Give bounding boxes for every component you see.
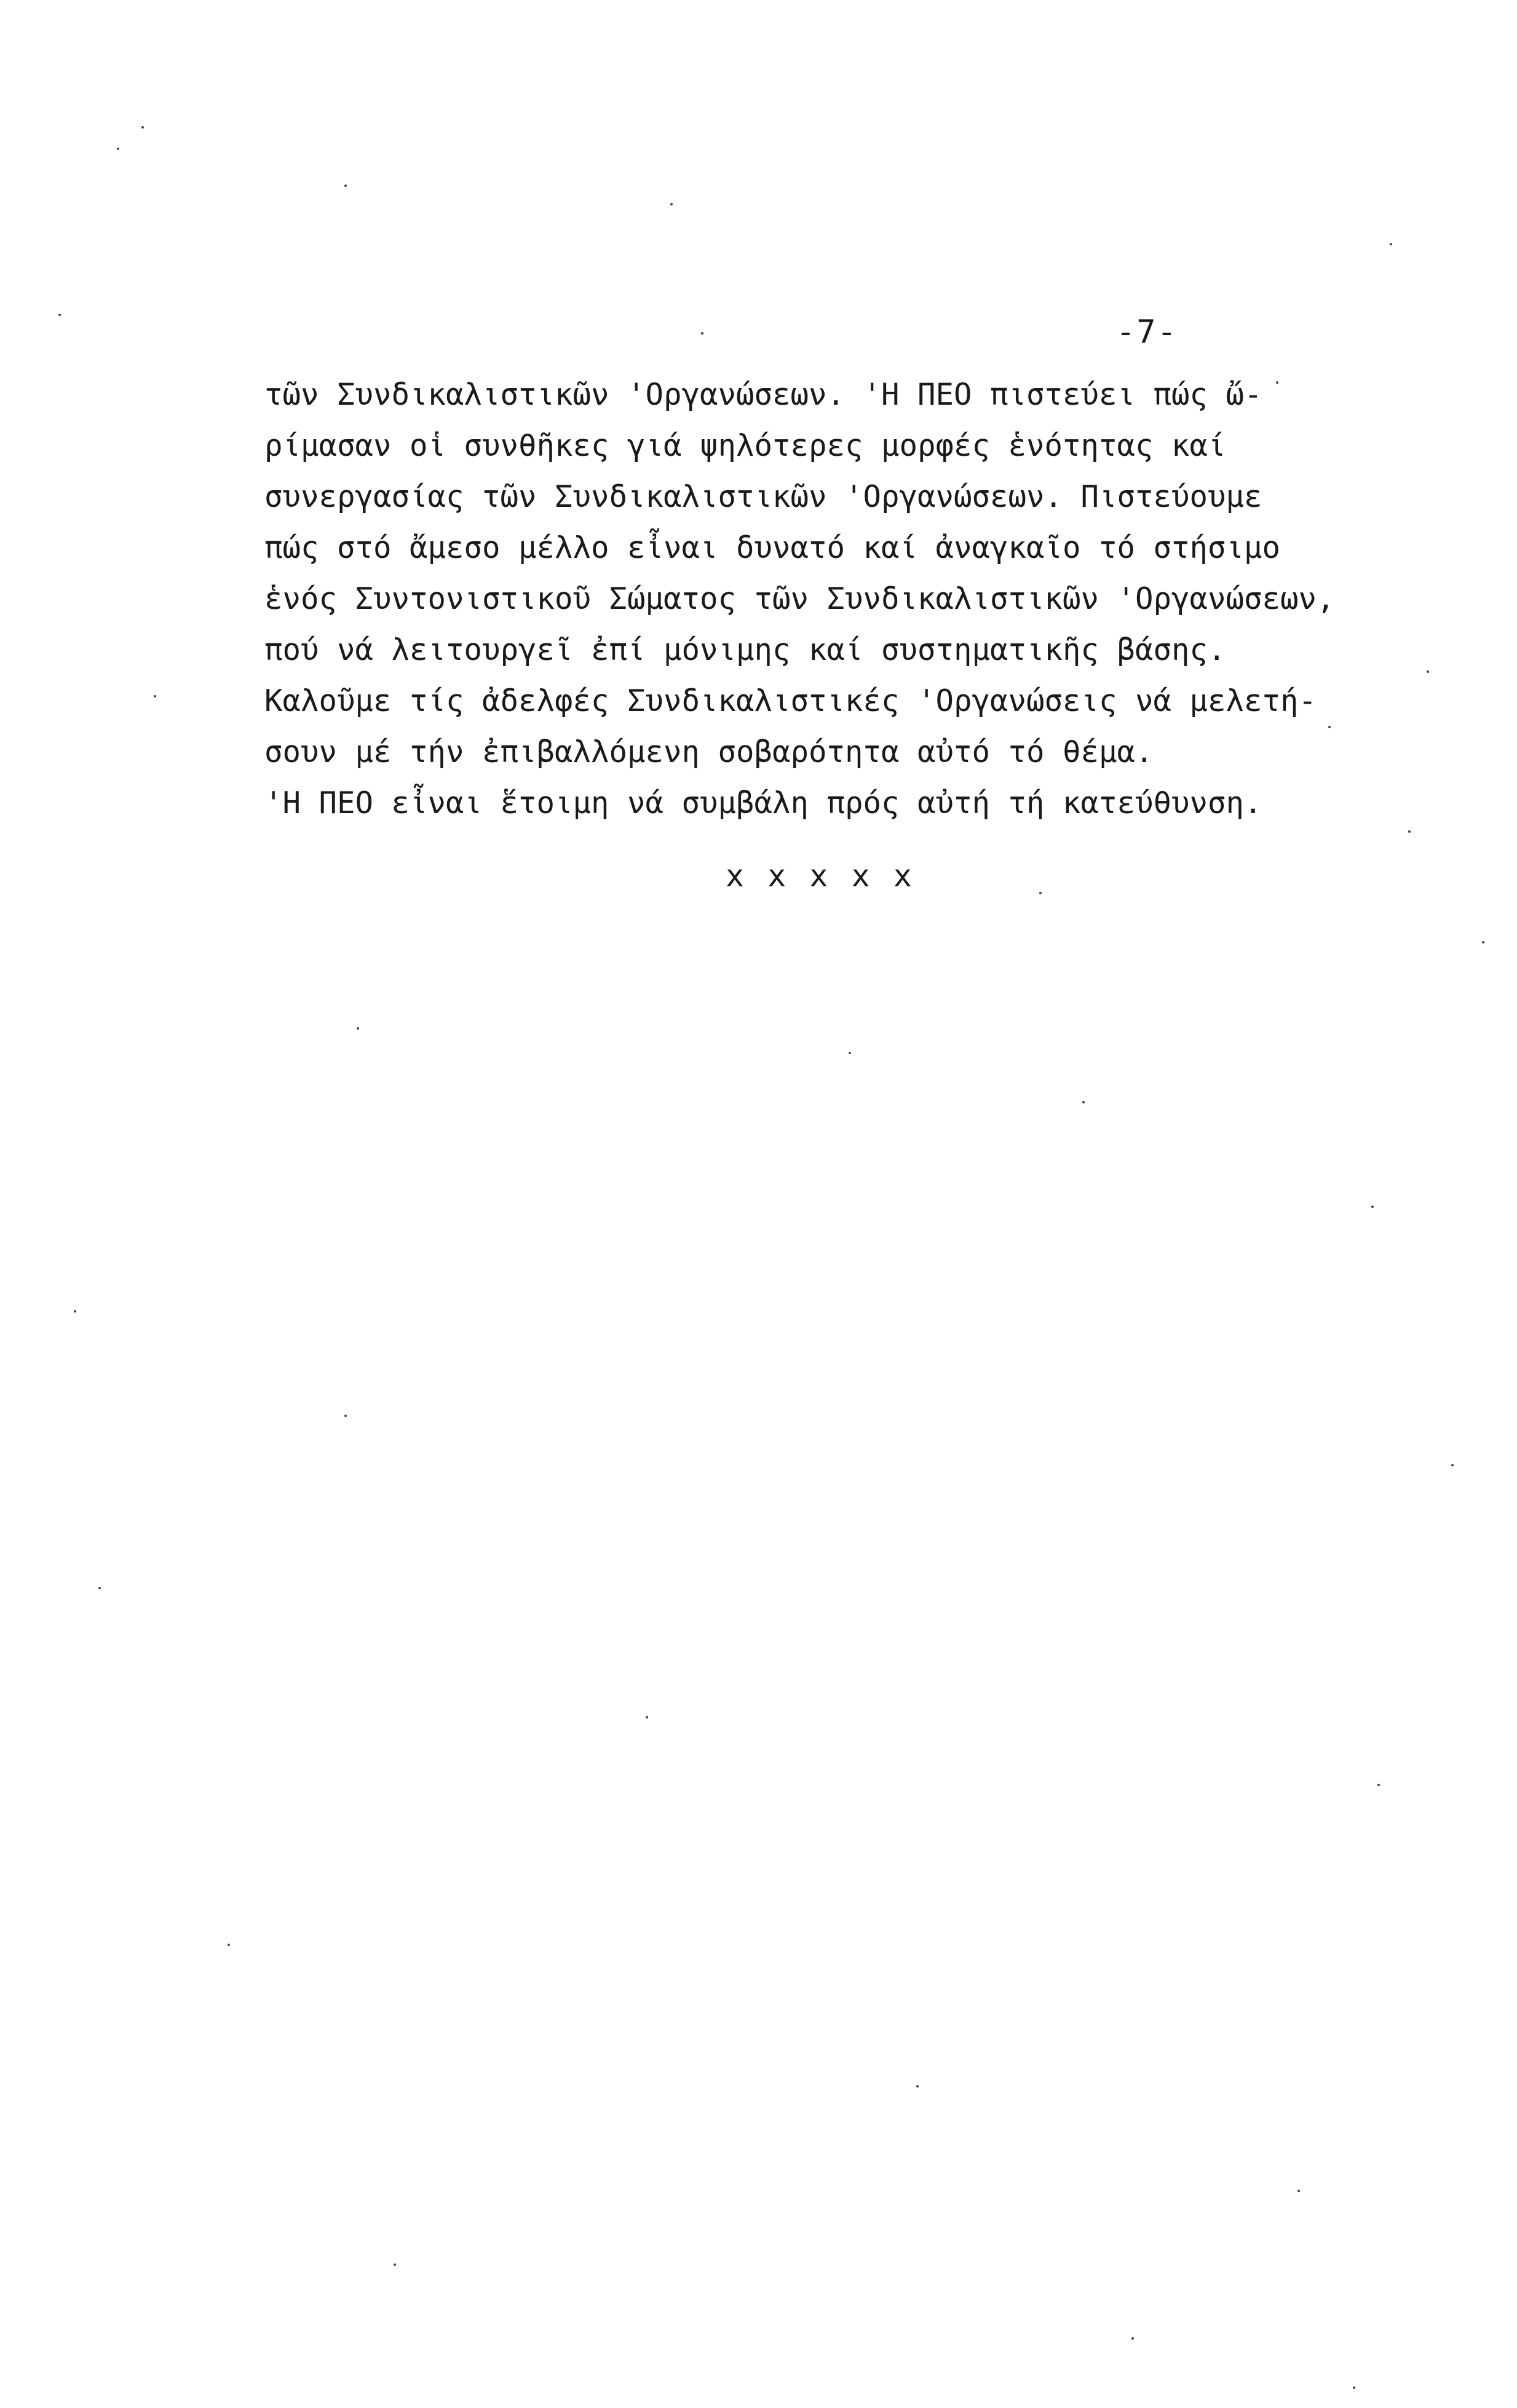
text-line: σουν μέ τήν ἐπιβαλλόμενη σοβαρότητα αὐτό τό θέμα. [264,734,1154,769]
text-line: Καλοῦμε τίς ἀδελφές Συνδικαλιστικές 'Οργανώσεις νά μελετή- [264,683,1317,718]
text-line: ρίμασαν οἱ συνθῆκες γιά ψηλότερες μορφές ἑνότητας καί [264,428,1226,463]
page-number: -7- [1116,314,1178,351]
text-line: πού νά λειτουργεῖ ἐπί μόνιμης καί συστηματικῆς βάσης. [264,632,1226,667]
text-line: 'Η ΠΕΟ εἶναι ἕτοιμη νά συμβάλη πρός αὐτή τή κατεύθυνση. [264,785,1262,821]
body-paragraph [264,369,1371,828]
text-line: πώς στό ἄμεσο μέλλο εἶναι δυνατό καί ἀναγκαῖο τό στήσιμο [264,530,1281,565]
text-line: συνεργασίας τῶν Συνδικαλιστικῶν 'Οργανώσεων. Πιστεύουμε [264,479,1262,514]
text-line: τῶν Συνδικαλιστικῶν 'Οργανώσεων. 'Η ΠΕΟ πιστεύει πώς ὤ- [264,377,1262,412]
text-line: ἑνός Συντονιστικοῦ Σώματος τῶν Συνδικαλιστικῶν 'Οργανώσεων, [264,581,1335,616]
end-of-document-mark: x x x x x [726,858,914,894]
